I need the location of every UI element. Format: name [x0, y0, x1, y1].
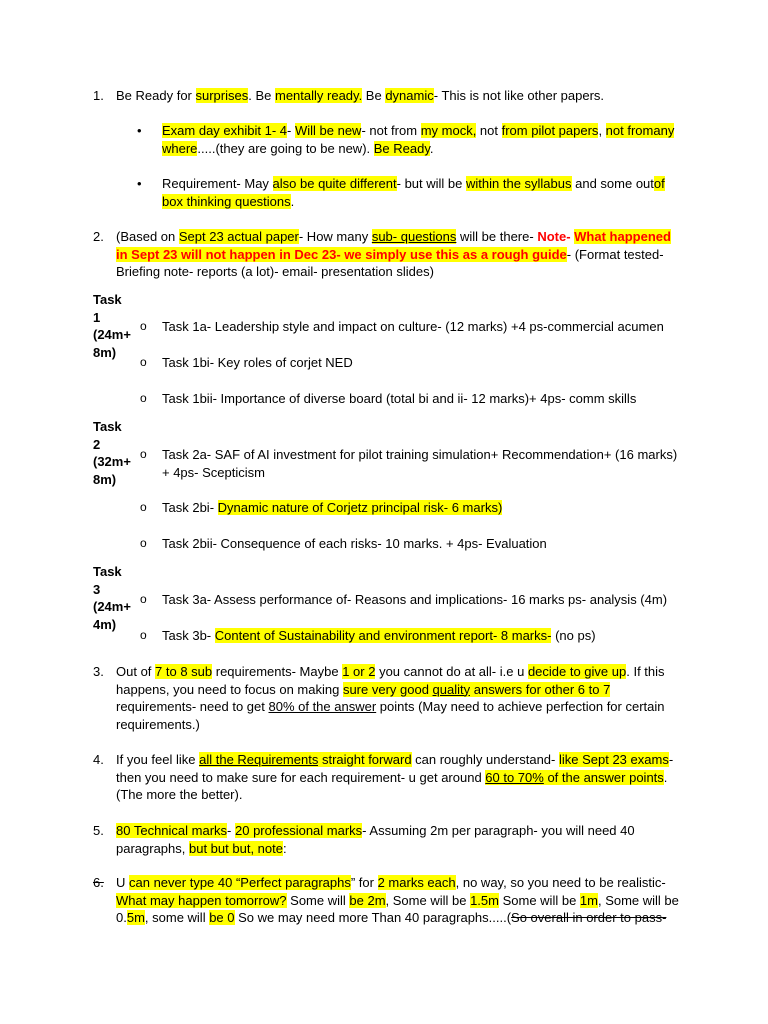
- text-run: Some will be: [498, 892, 580, 908]
- text-run: What happened in Sept 23 will not happen in Dec 23- we simply use this as a rough guide: [116, 229, 671, 262]
- circle-bullet-icon: o: [140, 536, 147, 550]
- text-run: . Be: [248, 88, 275, 103]
- text-run: within the syllabus: [466, 176, 572, 191]
- text-run: points (May need to achieve perfection for certain requirements.): [116, 699, 665, 732]
- list-text: [116, 874, 686, 927]
- text-run: Will be new: [294, 123, 362, 138]
- list-number: 2.: [93, 229, 104, 244]
- text-run: Some will: [286, 892, 350, 908]
- subtask-text: [162, 390, 682, 408]
- list-text: [116, 87, 686, 105]
- circle-bullet-icon: o: [140, 319, 147, 333]
- text-run: Requirement- May: [162, 176, 273, 191]
- subtask-text: [162, 446, 682, 481]
- text-run: So overall in order to pass-: [511, 910, 667, 925]
- text-run: sub- questions: [371, 229, 457, 244]
- text-run: - then you need to make sure for each requirement- u get around: [116, 752, 674, 785]
- text-run: quality: [432, 681, 471, 697]
- text-run: 80% of the answer: [268, 699, 377, 714]
- circle-bullet-icon: o: [140, 500, 147, 514]
- text-run: , no way, so you need to be realistic-: [455, 875, 666, 890]
- text-run: . (The more the better).: [116, 769, 668, 802]
- text-run: :: [282, 840, 287, 856]
- text-run: 60 to 70%: [485, 769, 544, 785]
- text-run: 5m: [126, 910, 145, 925]
- text-run: 1 or 2: [342, 664, 376, 679]
- bullet-icon: •: [137, 123, 142, 138]
- subtask-text: [162, 354, 682, 372]
- text-run: from pilot papers: [501, 123, 599, 138]
- text-run: Task 1a- Leadership style and impact on culture- (12 marks) +4 ps-commercial acumen: [162, 319, 664, 334]
- text-run: requirements- Maybe: [212, 664, 343, 679]
- list-number: 4.: [93, 752, 104, 767]
- circle-bullet-icon: o: [140, 391, 147, 405]
- text-run: Task 1bi- Key roles of corjet NED: [162, 355, 353, 370]
- bullet-text: [162, 122, 682, 157]
- text-run: 80 Technical marks: [116, 823, 228, 838]
- list-text: [116, 663, 686, 733]
- text-run: surprises: [195, 88, 249, 103]
- text-run: ,: [598, 123, 606, 138]
- list-text: [116, 751, 686, 804]
- text-run: can never type 40 “Perfect paragraphs: [129, 875, 351, 890]
- text-run: Sept 23 actual paper: [178, 229, 299, 244]
- task-heading-text: Task 3 (24m+ 4m): [93, 564, 131, 632]
- text-run: Task 2bii- Consequence of each risks- 10 marks. + 4ps- Evaluation: [162, 536, 547, 551]
- text-run: Be: [362, 88, 386, 103]
- text-run: (no ps): [551, 628, 596, 643]
- text-run: all the Requirements: [199, 752, 319, 767]
- text-run: be 2m: [349, 892, 386, 908]
- text-run: , some will: [144, 910, 210, 925]
- text-run: U: [116, 875, 129, 890]
- text-run: What may happen tomorrow?: [116, 892, 287, 908]
- text-run: Task 1bii- Importance of diverse board (total bi and ii- 12 marks)+ 4ps- comm skills: [162, 391, 637, 406]
- text-run: .....(they are going to be new).: [197, 140, 374, 156]
- text-run: - not from: [361, 123, 421, 138]
- text-run: my mock,: [420, 123, 477, 138]
- text-run: of box thinking questions: [162, 176, 665, 209]
- circle-bullet-icon: o: [140, 628, 147, 642]
- text-run: not from: [605, 123, 654, 138]
- subtask-text: [162, 627, 682, 645]
- text-run: but but but, note: [189, 840, 283, 856]
- text-run: - but will be: [396, 176, 466, 191]
- text-run: - How many: [298, 229, 372, 244]
- list-text: [116, 822, 686, 857]
- text-run: any where: [162, 123, 675, 156]
- text-run: answers for other 6 to 7: [470, 681, 611, 697]
- task-heading-text: Task 1 (24m+ 8m): [93, 292, 131, 360]
- text-run: -: [287, 123, 295, 138]
- text-run: - Assuming 2m per paragraph- you will need 40 paragraphs,: [116, 823, 635, 856]
- circle-bullet-icon: o: [140, 355, 147, 369]
- subtask-text: [162, 591, 682, 609]
- text-run: 1m: [579, 892, 598, 908]
- text-run: If you feel like: [116, 752, 200, 767]
- text-run: straight forward: [318, 752, 412, 767]
- circle-bullet-icon: o: [140, 447, 147, 461]
- text-run: will be there-: [456, 229, 538, 244]
- list-number: 5.: [93, 823, 104, 838]
- text-run: (Based on: [116, 229, 179, 244]
- text-run: So we may need more Than 40 paragraphs.....(: [234, 910, 512, 925]
- subtask-text: [162, 499, 682, 517]
- text-run: of the answer points: [543, 769, 664, 785]
- text-run: mentally ready.: [275, 88, 363, 103]
- bullet-icon: •: [137, 176, 142, 191]
- bullet-text: [162, 175, 682, 210]
- text-run: dynamic: [385, 88, 434, 103]
- list-text: [116, 228, 686, 281]
- text-run: like Sept 23 exams: [558, 752, 669, 767]
- text-run: 2 marks each: [377, 875, 456, 890]
- task-heading-text: Task 2 (32m+ 8m): [93, 419, 131, 487]
- text-run: - This is not like other papers.: [433, 88, 605, 103]
- text-run: you cannot do at all- i.e u: [375, 664, 528, 679]
- text-run: ” for: [350, 875, 378, 890]
- subtask-text: [162, 318, 682, 336]
- text-run: Note-: [537, 229, 571, 244]
- text-run: . If this happens, you need to focus on making: [116, 664, 665, 697]
- text-run: Task 2bi-: [162, 500, 218, 515]
- text-run: be 0: [209, 910, 235, 925]
- text-run: Task 3a- Assess performance of- Reasons and implications- 16 marks ps- analysis (4m): [162, 592, 668, 607]
- list-number: 6.: [93, 875, 104, 890]
- text-run: Dynamic nature of Corjetz principal risk- 6 marks): [217, 500, 503, 515]
- text-run: Be Ready: [373, 140, 430, 156]
- text-run: 1.5m: [470, 892, 499, 908]
- text-run: Task 3b-: [162, 628, 215, 643]
- text-run: , Some will be 0.: [116, 892, 679, 925]
- text-run: Be Ready for: [116, 88, 196, 103]
- text-run: Out of: [116, 664, 156, 679]
- text-run: , Some will be: [385, 892, 471, 908]
- text-run: Task 2a- SAF of AI investment for pilot training simulation+ Recommendation+ (16 marks) + 4ps- Scepticism: [162, 447, 678, 480]
- text-run: 20 professional marks: [235, 823, 363, 838]
- text-run: decide to give up: [527, 664, 627, 679]
- text-run: - (Format tested- Briefing note- reports (a lot)- email- presentation slides): [116, 246, 664, 279]
- subtask-text: [162, 535, 682, 553]
- list-number: 3.: [93, 664, 104, 679]
- text-run: not: [476, 123, 502, 138]
- text-run: and some out: [571, 176, 654, 191]
- text-run: also be quite different: [272, 176, 397, 191]
- circle-bullet-icon: o: [140, 592, 147, 606]
- text-run: requirements- need to get: [116, 699, 269, 714]
- text-run: .: [290, 193, 295, 209]
- text-run: .: [429, 140, 434, 156]
- text-run: 7 to 8 sub: [155, 664, 213, 679]
- text-run: -: [227, 823, 235, 838]
- text-run: sure very good: [342, 681, 433, 697]
- list-number: 1.: [93, 88, 104, 103]
- text-run: can roughly understand-: [411, 752, 559, 767]
- text-run: Content of Sustainability and environment report- 8 marks-: [214, 628, 552, 643]
- text-run: Exam day exhibit 1- 4: [162, 123, 288, 138]
